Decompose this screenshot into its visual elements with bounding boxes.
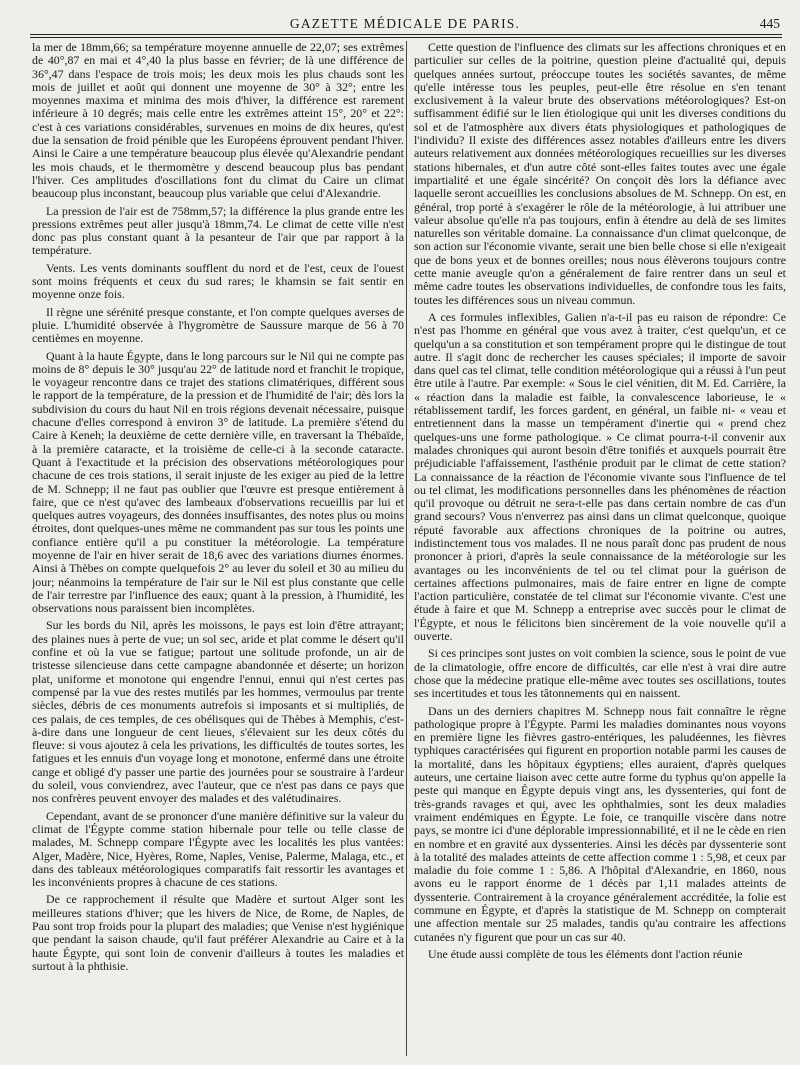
- page-header: [30, 16, 780, 42]
- paragraph: Sur les bords du Nil, après les moissons, le pays est loin d'être attrayant; des plaines nues à perte de vue; un sol sec, aride et plat comme le désert qu'il confine et où la vue se fatigue; partout une solitude profonde, un air de tristesse silencieuse dans cette campagne abandonnée et déserte; un horizon plat, uniforme et monotone qui engendre l'ennui, ennui qui n'est certes pas compensé par la vue des restes mutilés par les hommes, vermoulus par trente siècles, débris de ces monuments autrefois si imposants et si multipliés, de ces palais, de ces temples, de ces obélisques qui de Thèbes à Memphis, c'est-à-dire dans une longueur de cent lieues, s'élevaient sur les deux côtés du fleuve: si vous ajoutez à cela les privations, les difficultés de toutes sortes, les fatigues et les ennuis d'un voyage long et monotone, enfermé dans une étroite cange et obligé d'y passer une partie des journées pour se soustraire à l'ardeur du soleil, vous conviendrez, avec l'auteur, que ce n'est pas dans ce pays que nos confrères peuvent envoyer des malades et des valétudinaires.: [32, 618, 404, 806]
- paragraph: Dans un des derniers chapitres M. Schnepp nous fait connaître le règne pathologique propre à l'Égypte. Parmi les maladies dominantes nous voyons en première ligne les fièvres gastro-entériques, les paludéennes, les fièvres typhiques caractérisées qui figurent en proportion notable parmi les causes de la mortalité, dans les hôpitaux égyptiens; elles auraient, d'après quelques auteurs, une certaine liaison avec cette autre forme du typhus qu'on appelle la peste qui manque en Égypte depuis vingt ans, les dyssenteries, qui font de très-grands ravages et qui, avec les ophthalmies, sont les deux maladies vraiment endémiques en Égypte. Le foie, ce tranquille viscère dans notre pays, se montre ici d'une déplorable impressionnabilité, et il ne le cède en rien en nombre et en gravité aux dyssenteries. Ainsi les décès par dyssenterie sont à la totalité des malades atteints de cette affection comme 1 : 5,98, et ceux par maladie du foie comme 1 : 5,86. A l'hôpital d'Alexandrie, en 1860, nous avons eu le rapport énorme de 1 décès par 1,11 malades atteints de dyssenterie. Contrairement à la croyance généralement accréditée, la folie est commune en Égypte, et d'après la statistique de M. Schnepp on compterait une affection mentale sur 25 malades, tandis qu'au contraire les affections cutanées n'y figurent que pour un cas sur 40.: [414, 703, 786, 944]
- paragraph: Il règne une sérénité presque constante, et l'on compte quelques averses de pluie. L'humidité observée à l'hygromètre de Saussure marque de 56 à 70 centièmes en moyenne.: [32, 304, 404, 346]
- paragraph: Cette question de l'influence des climats sur les affections chroniques et en particulier sur celles de la poitrine, question pleine d'actualité qui, depuis quelques années surtout, préoccupe toutes les sociétés savantes, de même qu'elle intéresse tous les peuples, peut-elle être résolue en s'en tenant exclusivement à la valeur brute des observations météorologiques? Est-on suffisamment édifié sur le lien étiologique qui unit les diverses conditions du sol et de l'atmosphère aux divers états physiologiques et pathologiques de l'individu? Il existe des différences assez notables d'ailleurs entre les divers auteurs relativement aux données météorologiques recueillies sur les diverses stations hibernales, et d'un autre côté sont-elles faites toutes avec une égale impartialité et une égale sincérité? On conçoit dès lors la défiance avec laquelle seront accueillies les conclusions absolues de M. Schnepp. On est, en général, trop porté à s'exagérer le rôle de la météorologie, à lui attribuer une valeur absolue qu'elle n'a pas toujours, enfin à étendre au delà de ses limites naturelles son véritable domaine. La connaissance d'un climat quelconque, de son action sur l'économie vivante, serait une bien belle chose si elle n'exigeait que de bons yeux et de bonnes oreilles; nous nous élèverons toujours contre cette manie aveugle qu'on a généralement de faire rentrer dans un seul et même cadre toutes les observations individuelles, de confondre tous les faits, toutes les différences sous un niveau commun.: [414, 41, 786, 307]
- journal-title: GAZETTE MÉDICALE DE PARIS.: [289, 16, 521, 31]
- column-divider: [406, 41, 407, 1056]
- paragraph: Si ces principes sont justes on voit combien la science, sous le point de vue de la climatologie, offre encore de difficultés, car elle n'est à vrai dire autre chose que la médecine pratique elle-même avec toutes ses oscillations, toutes ses incertitudes et tous les tâtonnements qui en naissent.: [414, 646, 786, 701]
- page-number: 445: [759, 16, 780, 31]
- header-rule-thin: [30, 37, 782, 38]
- paragraph: Cependant, avant de se prononcer d'une manière définitive sur la valeur du climat de l'Égypte comme station hibernale pour telle ou telle classe de malades, M. Schnepp compare l'Égypte avec les localités les plus vantées: Alger, Madère, Nice, Hyères, Rome, Naples, Venise, Palerme, Malaga, etc., et dans des tableaux météorologiques comparatifs fait ressortir les avantages et les inconvénients propres à chacune de ces stations.: [32, 808, 404, 890]
- paragraph: A ces formules inflexibles, Galien n'a-t-il pas eu raison de répondre: Ce n'est pas l'homme en général que vous avez à traiter, c'est quelqu'un, et ce quelqu'un a sa constitution et son tempérament propre qui le distingue de tout autre. Il s'agit donc de rechercher les causes spéciales; il importe de savoir dans quel cas tel climat, telle condition météorologique qui a réussi à l'un peut être utile à l'autre. Par exemple: « Sous le ciel vénitien, dit M. Ed. Carrière, la « réaction dans la maladie est faible, la convalescence laborieuse, le « rétablissement tardif, les forces gardent, en général, un faible ni- « veau et entretiennent dans la masse un tempérament d'inertie qui « prend chez quelques-uns une forme pathologique. » Ce climat pourra-t-il convenir aux malades chroniques qui auront besoin d'être tonifiés et auxquels pourrait être préjudiciable l'affaissement, l'asthénie produit par le climat de cette station? La connaissance de la réaction de l'économie vivante sous l'influence de tel ou tel climat, les modifications personnelles dans les phénomènes de réaction qu'il provoque ou détruit ne sera-t-elle pas dans certain nombre de cas d'un grand secours? Vous n'enverrez pas ainsi dans un climat quelconque, quoique réputé favorable aux affections chroniques de la poitrine ou autres, indistinctement tous vos malades. Il ne nous paraît donc pas prudent de nous prononcer à priori, d'après la seule connaissance de la météorologie sur les avantages ou les inconvénients de tel ou tel climat pour la guérison de certaines affections pulmonaires, mais de faire entrer en ligne de compte l'action particulière, constatée de tel climat sur l'économie vivante. C'est une étude à faire et que M. Schnepp a entreprise avec succès pour le climat de l'Égypte, et nous le félicitons bien sincèrement de la voie nouvelle qu'il a ouverte.: [414, 309, 786, 644]
- paragraph: Vents. Les vents dominants soufflent du nord et de l'est, ceux de l'ouest sont moins fréquents et ceux du sud rares; le khamsin se fait sentir en moyenne onze fois.: [32, 260, 404, 302]
- right-column: [414, 41, 786, 1056]
- paragraph: la mer de 18mm,66; sa température moyenne annuelle de 22,07; ses extrêmes de 40°,87 en mai et 4°,40 la plus basse en février; de là une différence de 36°,47 dans l'espace de trois mois; les deux mois les plus chauds sont les mois de juillet et août qui donnent une moyenne de 30° à 32°; entre les moyennes maxima et minima des mois d'hiver, la différence est rarement inférieure à 10 degrés; mais celle entre les extrêmes atteint 15°, 20° et 22°: c'est à ces variations considérables, survenues en moins de dix heures, qu'est due la sensation de froid pénible que les Européens éprouvent pendant l'hiver. Ainsi le Caire a une température beaucoup plus élevée qu'Alexandrie pendant les mois chauds, et le thermomètre y descend beaucoup plus bas pendant l'hiver. Ces amplitudes d'oscillations font du climat du Caire un climat beaucoup plus inconstant, beaucoup plus variable que celui d'Alexandrie.: [32, 41, 404, 201]
- paragraph: Quant à la haute Égypte, dans le long parcours sur le Nil qui ne compte pas moins de 8° depuis le 30° jusqu'au 22° de latitude nord et franchit le tropique, le voyageur rencontre dans ce trajet des stations climatériques, différent sous le rapport de la température, de la pression et de l'humidité de l'air; dès lors la subdivision du cours du haut Nil en trois régions devenait nécessaire, puisque chacune d'elles correspond à environ 3° de latitude. La première s'étend du Caire à Keneh; la deuxième de cette dernière ville, en traversant la Thébaïde, à la première cataracte, et la troisième de celle-ci à la seconde cataracte. Quant à l'exactitude et la précision des observations météorologiques pour chacune de ces trois stations, il serait injuste de les exiger au pied de la lettre de M. Schnepp; il ne faut pas oublier que l'œuvre est presque entièrement à faire, que ce n'est qu'avec des lambeaux d'observations recueillis par lui et quelques autres voyageurs, des données insuffisantes, des notes plus ou moins étroites, dont quelques-unes même ne commandent pas sur tous les points une confiance entière qu'il a pu constituer la météorologie. La température moyenne de l'air en hiver serait de 18,6 avec des variations diurnes énormes. Ainsi à Thèbes on compte quelquefois 2° au lever du soleil et 30 au milieu du jour; néanmoins la température de l'air sur le Nil est plus constante que celle de l'air terrestre par l'influence des eaux; quant à la pression, à l'humidité, les observations nous paraissent bien incomplètes.: [32, 348, 404, 616]
- left-column: [32, 41, 404, 1056]
- paragraph: La pression de l'air est de 758mm,57; la différence la plus grande entre les pressions extrêmes peut aller jusqu'à 18mm,74. Le climat de cette ville n'est donc pas plus constant quant à la pesanteur de l'air que par rapport à la température.: [32, 203, 404, 258]
- paragraph: Une étude aussi complète de tous les éléments dont l'action réunie: [428, 946, 743, 961]
- paragraph: De ce rapprochement il résulte que Madère et surtout Alger sont les meilleures stations d'hiver; que les hivers de Nice, de Rome, de Naples, de Pau sont trop froids pour la plupart des maladies; que Venise n'est hygiénique que pendant la saison chaude, qu'il faut préférer Alexandrie au Caire et à la haute Égypte, qui sont loin de convenir d'ailleurs à toutes les maladies et surtout à la phthisie.: [32, 892, 404, 973]
- header-rule: [30, 34, 782, 35]
